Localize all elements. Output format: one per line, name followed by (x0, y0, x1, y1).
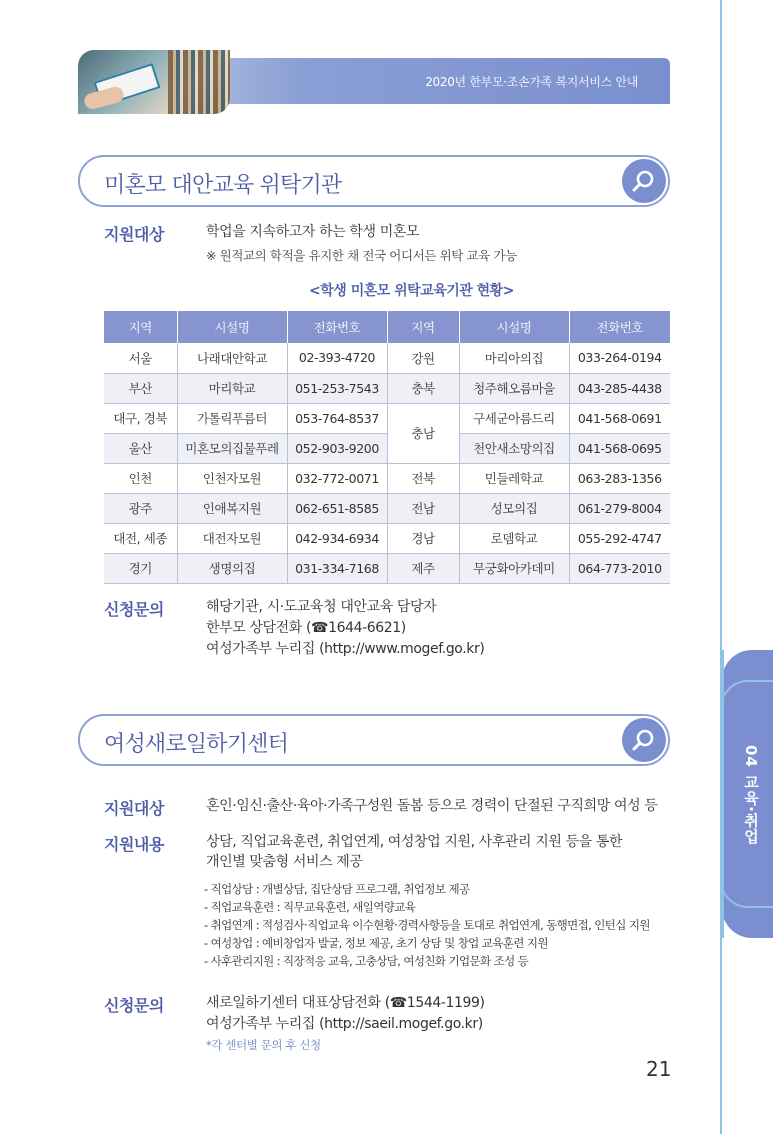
table-cell: 063-283-1356 (569, 463, 670, 493)
col-header: 전화번호 (287, 311, 387, 343)
table-title: <학생 미혼모 위탁교육기관 현황> (309, 283, 514, 299)
table-cell: 02-393-4720 (287, 343, 387, 373)
table-cell: 043-285-4438 (569, 373, 670, 403)
table-cell: 천안새소망의집 (459, 433, 569, 463)
table-cell: 061-279-8004 (569, 493, 670, 523)
table-row (104, 373, 670, 403)
table-cell: 생명의집 (177, 553, 287, 583)
chapter-side-tab[interactable] (722, 650, 773, 938)
side-tab-label: 04 교육·취업 (742, 745, 760, 845)
content-line: 상담, 직업교육훈련, 취업연계, 여성창업 지원, 사후관리 지원 등을 통한 (206, 834, 623, 850)
table-cell: 인애복지원 (177, 493, 287, 523)
table-cell: 전북 (387, 463, 459, 493)
table-cell-merged: 충남 (387, 403, 459, 463)
list-item: - 취업연계 : 적성검사·직업교육 이수현황·경력사항등을 토대로 취업연계, 동행면접, 인턴십 지원 (204, 918, 650, 932)
table-row (104, 403, 670, 433)
table-cell: 충북 (387, 373, 459, 403)
content-label: 지원내용 (104, 835, 164, 854)
table-cell: 대전, 세종 (104, 523, 177, 553)
table-cell: 성모의집 (459, 493, 569, 523)
table-cell: 제주 (387, 553, 459, 583)
table-cell: 나래대안학교 (177, 343, 287, 373)
section-title-1 (78, 155, 670, 207)
service-bullet-list (204, 880, 650, 970)
content-line: 개인별 맞춤형 서비스 제공 (206, 854, 363, 870)
list-item: - 직업교육훈련 : 직무교육훈련, 새일역량교육 (204, 900, 416, 914)
col-header: 지역 (387, 311, 459, 343)
table-cell: 로뎀학교 (459, 523, 569, 553)
inquiry-line[interactable]: 여성가족부 누리집 (http://saeil.mogef.go.kr) (206, 1016, 483, 1032)
target-note: ※ 원적교의 학적을 유지한 채 전국 어디서든 위탁 교육 가능 (206, 248, 517, 263)
table-row (104, 553, 670, 583)
header-text: 2020년 한부모·조손가족 복지서비스 안내 (425, 75, 638, 89)
inquiry-line[interactable]: 여성가족부 누리집 (http://www.mogef.go.kr) (206, 641, 485, 657)
table-cell: 033-264-0194 (569, 343, 670, 373)
bookshelf-image (168, 50, 230, 114)
table-cell: 051-253-7543 (287, 373, 387, 403)
table-cell: 055-292-4747 (569, 523, 670, 553)
table-cell: 032-772-0071 (287, 463, 387, 493)
list-item: - 직업상담 : 개별상담, 집단상담 프로그램, 취업정보 제공 (204, 882, 470, 896)
table-cell: 053-764-8537 (287, 403, 387, 433)
page-number: 21 (646, 1057, 672, 1081)
table-cell: 무궁화아카데미 (459, 553, 569, 583)
inquiry-line: 한부모 상담전화 (☎1644-6621) (206, 620, 406, 636)
table-cell: 041-568-0695 (569, 433, 670, 463)
table-cell: 062-651-8585 (287, 493, 387, 523)
table-cell: 민들레학교 (459, 463, 569, 493)
section-title-text: 미혼모 대안교육 위탁기관 (104, 173, 342, 198)
table-cell: 경남 (387, 523, 459, 553)
table-cell: 부산 (104, 373, 177, 403)
table-header-row (104, 311, 670, 343)
table-cell: 대전자모원 (177, 523, 287, 553)
table-cell: 마리학교 (177, 373, 287, 403)
inquiry-line: 해당기관, 시·도교육청 대안교육 담당자 (206, 599, 437, 615)
list-item: - 사후관리지원 : 직장적응 교육, 고충상담, 여성친화 기업문화 조성 등 (204, 954, 529, 968)
section-title-2 (78, 714, 670, 766)
table-cell: 강원 (387, 343, 459, 373)
inquiry-label: 신청문의 (104, 600, 164, 619)
table-cell: 대구, 경북 (104, 403, 177, 433)
table-cell: 구세군아름드리 (459, 403, 569, 433)
table-cell: 전남 (387, 493, 459, 523)
target-label: 지원대상 (104, 799, 164, 818)
table-cell: 인천 (104, 463, 177, 493)
header-photo (78, 50, 230, 114)
table-row (104, 523, 670, 553)
search-icon (622, 718, 666, 762)
table-cell: 064-773-2010 (569, 553, 670, 583)
inquiry-line: 새로일하기센터 대표상담전화 (☎1544-1199) (206, 995, 485, 1011)
table-cell: 광주 (104, 493, 177, 523)
footnote: *각 센터별 문의 후 신청 (206, 1038, 321, 1052)
table-row (104, 343, 670, 373)
section-title-text: 여성새로일하기센터 (104, 732, 289, 757)
table-cell: 041-568-0691 (569, 403, 670, 433)
table-cell: 청주해오름마을 (459, 373, 569, 403)
table-cell: 052-903-9200 (287, 433, 387, 463)
col-header: 전화번호 (569, 311, 670, 343)
search-icon (622, 159, 666, 203)
table-cell: 가톨릭푸름터 (177, 403, 287, 433)
target-text: 학업을 지속하고자 하는 학생 미혼모 (206, 224, 420, 240)
table-cell: 경기 (104, 553, 177, 583)
col-header: 지역 (104, 311, 177, 343)
table-row (104, 493, 670, 523)
table-cell: 서울 (104, 343, 177, 373)
table-cell: 042-934-6934 (287, 523, 387, 553)
table-cell: 마리아의집 (459, 343, 569, 373)
hand-image (83, 85, 126, 111)
table-cell: 울산 (104, 433, 177, 463)
target-label: 지원대상 (104, 225, 164, 244)
table-row (104, 463, 670, 493)
target-text: 혼인·임신·출산·육아·가족구성원 돌봄 등으로 경력이 단절된 구직희망 여성 등 (206, 798, 658, 814)
table-cell: 031-334-7168 (287, 553, 387, 583)
inquiry-label: 신청문의 (104, 996, 164, 1015)
col-header: 시설명 (459, 311, 569, 343)
table-cell: 인천자모원 (177, 463, 287, 493)
list-item: - 여성창업 : 예비창업자 발굴, 정보 제공, 초기 상담 및 창업 교육훈련 지원 (204, 936, 548, 950)
table-cell: 미혼모의집물푸레 (177, 433, 287, 463)
col-header: 시설명 (177, 311, 287, 343)
institution-table (104, 311, 670, 584)
